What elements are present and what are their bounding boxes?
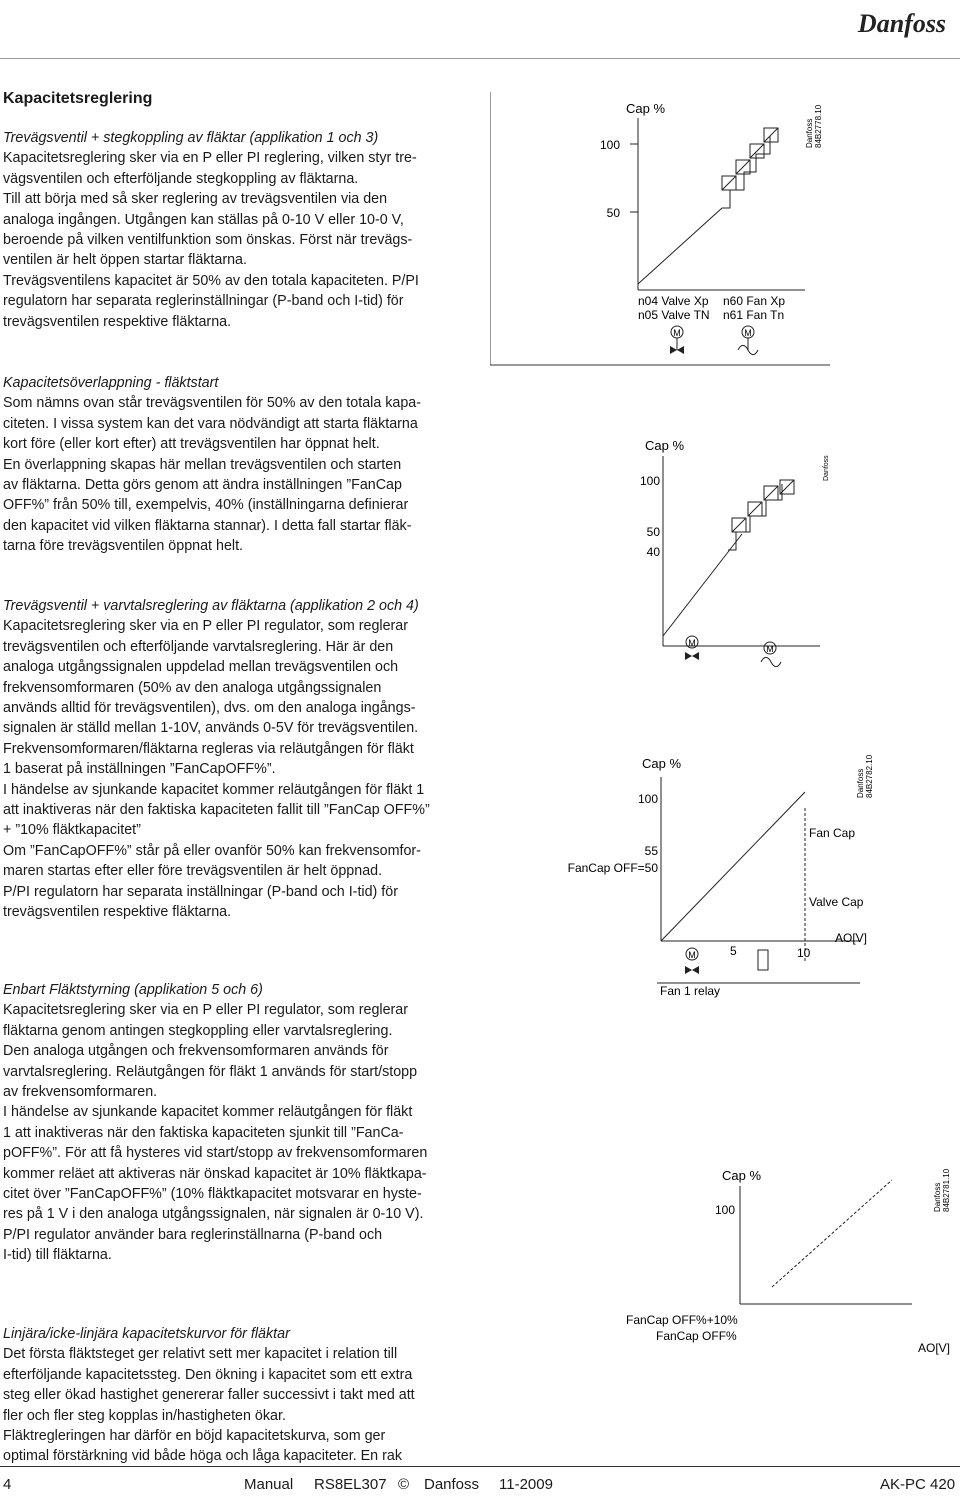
text-line: 1 baserat på inställningen ”FanCapOFF%”. [3, 761, 276, 778]
text-line: fläktarna genom antingen stegkoppling eller varvtalsreglering. [3, 1022, 393, 1039]
text-line: P/PI regulator använder bara reglerinställnarna (P-band och [3, 1226, 383, 1243]
ao-label: AO[V] [835, 931, 868, 945]
text-line: citet över ”FanCapOFF%” (10% fläktkapacitet motsvarar en hyste- [3, 1186, 422, 1203]
text-line: Kapacitetsreglering sker via en P eller PI regulator, som reglerar [3, 618, 409, 635]
svg-text:M: M [688, 638, 696, 648]
valve-motor-icon [670, 326, 684, 354]
y-label-100: 100 [599, 138, 620, 152]
fancap-off-label: FanCap OFF=50 [567, 861, 658, 875]
text-line: maren startas efter eller före trevägsventilen är helt öppnad. [3, 863, 383, 880]
text-line: varvtalsreglering. Reläutgången för fläkt 1 används för start/stopp [3, 1063, 418, 1080]
diagram-code: 84B2781.10 [942, 1168, 951, 1212]
diagram-fan-only [622, 1162, 957, 1362]
danfoss-logo [848, 4, 956, 44]
section-3-subtitle: Trevägsventil + varvtalsreglering av fläktarna (applikation 2 och 4) [3, 598, 419, 614]
diagram-brand: Danfoss [856, 768, 865, 798]
text-line: vägsventilen och efterföljande stegkoppling av fläktarna. [3, 170, 359, 187]
section-3 [3, 596, 465, 923]
cap-label: Cap % [722, 1168, 762, 1183]
x-label-10: 10 [797, 946, 811, 960]
text-line: Trevägsventilens kapacitet är 50% av den totala kapaciteten. P/PI [3, 272, 419, 289]
svg-text:M: M [673, 328, 681, 338]
fancap-off-label: FanCap OFF% [656, 1329, 737, 1343]
text-line: beroende på vilken ventilfunktion som önskas. Först när trevägs- [3, 232, 413, 249]
section-4 [3, 980, 465, 1266]
section-4-subtitle: Enbart Fläktstyrning (applikation 5 och 6) [3, 982, 263, 998]
footer-date: 11-2009 [499, 1476, 553, 1493]
fan-tn: n61 Fan Tn [723, 308, 785, 322]
valve-xp: n04 Valve Xp [638, 294, 709, 308]
section-2 [3, 373, 465, 557]
text-line: + ”10% fläktkapacitet” [3, 822, 141, 839]
section-2-subtitle: Kapacitetsöverlappning - fläktstart [3, 375, 219, 391]
text-line: Om ”FanCapOFF%” står på eller ovanför 50% kan frekvensomfor- [3, 842, 421, 859]
svg-text:M: M [766, 644, 774, 654]
text-line: att inaktiveras när den faktiska kapaciteten fallit till ”FanCap OFF%” [3, 802, 430, 819]
text-line: Det första fläktsteget ger relativt sett mer kapacitet i relation till [3, 1346, 398, 1363]
text-line: används alltid för trevägsventilen), dvs. om den analoga ingångs- [3, 700, 416, 717]
section-1-subtitle: Trevägsventil + stegkoppling av fläktar (applikation 1 och 3) [3, 130, 379, 146]
y-label-40: 40 [646, 545, 660, 559]
diagram-brand: Danfoss [933, 1182, 942, 1212]
page-heading: Kapacitetsreglering [3, 90, 153, 107]
text-line: 1 att inaktiveras när den faktiska kapaciteten sjunkit till ”FanCa- [3, 1124, 404, 1141]
fan-xp: n60 Fan Xp [723, 294, 786, 308]
text-line: Till att börja med så sker reglering av trevägsventilen via den [3, 191, 388, 208]
text-line: steg eller ökad hastighet genererar faller successivt i takt med att [3, 1387, 415, 1404]
cap-label: Cap % [626, 101, 666, 116]
text-line: av frekvensomformaren. [3, 1084, 158, 1101]
text-line: res på 1 V i den analoga utgångssignalen, när signalen är 0-10 V). [3, 1206, 424, 1223]
text-line: trevägsventilen respektive fläktarna. [3, 904, 232, 921]
fan-motor-icon [761, 642, 781, 667]
capacity-line [661, 792, 805, 941]
text-line: Kapacitetsreglering sker via en P eller PI reglering, vilken styr tre- [3, 150, 417, 167]
svg-text:M: M [744, 328, 752, 338]
text-line: optimal förstärkning vid både höga och låga kapaciteter. En rak [3, 1448, 402, 1465]
text-line: Kapacitetsreglering sker via en P eller PI regulator, som reglerar [3, 1002, 409, 1019]
logo-text: Danfoss [857, 9, 947, 38]
valve-line [638, 208, 722, 284]
text-line: signalen är ställd mellan 1-10V, används 0-5V för trevägsventilen. [3, 720, 419, 737]
relay-icon [758, 950, 768, 970]
text-line: I händelse av sjunkande kapacitet kommer reläutgången för fläkt [3, 1104, 413, 1121]
valve-motor-icon-2 [685, 948, 699, 974]
text-line: av fläktarna. Detta görs genom att ändra inställningen ”FanCap [3, 477, 402, 494]
diagram-speed-control [565, 632, 885, 1002]
text-line: kommer reläet att aktiveras när önskad kapacitet är 10% fläktkapa- [3, 1165, 427, 1182]
fan-steps [722, 128, 778, 208]
page-footer [0, 1466, 960, 1497]
y-label-100: 100 [639, 474, 660, 488]
fan-cap-label: Fan Cap [809, 826, 856, 840]
fan-motor-icon [738, 326, 758, 355]
diagram-brand: Danfoss [805, 118, 814, 148]
fancap-off-plus-label: FanCap OFF%+10% [626, 1313, 738, 1327]
section-5-subtitle: Linjära/icke-linjära kapacitetskurvor för fläktar [3, 1326, 290, 1342]
text-line: pOFF%”. För att få hysteres vid start/stopp av frekvensomformaren [3, 1145, 428, 1162]
text-line: trevägsventilen respektive fläktarna. [3, 313, 232, 330]
text-line: Frekvensomformaren/fläktarna regleras via reläutgången för fläkt [3, 740, 414, 757]
text-line: den kapacitet vid vilken fläktarna stannar). I detta fall startar fläk- [3, 517, 412, 534]
text-line: I-tid) till fläktarna. [3, 1247, 112, 1264]
valve-motor-icon [685, 636, 699, 660]
text-line: regulatorn har separata reglerinställningar (P-band och I-tid) för [3, 293, 404, 310]
text-line: citeten. I vissa system kan det vara nödvändigt att starta fläktarna [3, 415, 418, 432]
valve-line [663, 534, 742, 636]
valve-tn: n05 Valve TN [638, 308, 710, 322]
text-line: ventilen är helt öppen startar fläktarna. [3, 252, 247, 269]
text-line: analoga ingången. Utgången kan ställas på 0-10 V eller 10-0 V, [3, 211, 404, 228]
svg-text:M: M [688, 950, 696, 960]
footer-manual: Manual [244, 1476, 294, 1493]
text-line: P/PI regulatorn har separata inställningar (P-band och I-tid) för [3, 883, 398, 900]
text-line: fler och fler steg kopplas in/hastigheten ökar. [3, 1407, 286, 1424]
y-label-100: 100 [637, 792, 658, 806]
section-1 [3, 128, 465, 332]
diagram-code: 84B2782.10 [865, 754, 874, 798]
y-label-50: 50 [606, 206, 620, 220]
diagram-brand: Danfoss [823, 455, 830, 481]
footer-product: AK-PC 420 [880, 1476, 956, 1493]
text-line: Som nämns ovan står trevägsventilen för 50% av den totala kapa- [3, 395, 422, 412]
y-label-100: 100 [714, 1203, 735, 1217]
text-line: tarna före trevägsventilen öppnat helt. [3, 538, 244, 555]
section-5 [3, 1324, 465, 1467]
fan-relay-label: Fan 1 relay [660, 984, 721, 998]
footer-copyright: © [398, 1476, 410, 1493]
cap-label: Cap % [645, 438, 685, 453]
text-line: kort före (eller kort efter) att trevägsventilen har öppnat helt. [3, 436, 380, 453]
diagram-code: 84B2778.10 [814, 104, 823, 148]
x-label-5: 5 [730, 944, 737, 958]
diagram-step-coupling [490, 92, 830, 367]
capacity-line [772, 1180, 892, 1287]
text-line: OFF%” från 50% till, exempelvis, 40% (inställningarna definierar [3, 497, 409, 514]
y-label-50: 50 [646, 525, 660, 539]
ao-label: AO[V] [918, 1341, 951, 1355]
text-line: Fläktregleringen har därför en böjd kapacitetskurva, som ger [3, 1428, 386, 1445]
footer-brand: Danfoss [424, 1476, 480, 1493]
text-line: I händelse av sjunkande kapacitet kommer reläutgången för fläkt 1 [3, 781, 425, 798]
header-rule [0, 58, 960, 59]
text-line: analoga utgångssignalen uppdelad mellan trevägsventilen och [3, 659, 399, 676]
text-line: trevägsventilen och efterföljande varvtalsreglering. Här är den [3, 638, 394, 655]
text-line: efterföljande kapacitetssteg. Den ökning i kapacitet som ett extra [3, 1366, 413, 1383]
valve-cap-label: Valve Cap [809, 895, 864, 909]
diagram-frame [490, 92, 830, 365]
text-line: frekvensomformaren (50% av den analoga utgångssignalen [3, 679, 382, 696]
y-label-55: 55 [644, 844, 658, 858]
footer-code: RS8EL307 [314, 1476, 387, 1493]
cap-label: Cap % [642, 756, 682, 771]
text-line: En överlappning skapas här mellan trevägsventilen och starten [3, 456, 402, 473]
page-number: 4 [3, 1476, 12, 1493]
text-line: Den analoga utgången och frekvensomformaren används för [3, 1043, 389, 1060]
